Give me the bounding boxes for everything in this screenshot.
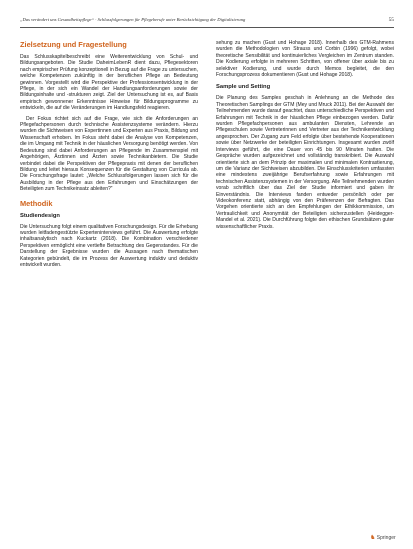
- paragraph: Die Untersuchung folgt einem qualitativen Forschungsdesign. Für die Erhebung wurden leitfadengestützte Experteninterviews geführt. Die Auswertung erfolgte inhaltsanalytisch nach Kuckartz (2018). Die Kombination verschiedener Perspektiven ermöglicht eine vertiefte Betrachtung des Gegenstandes. Für die Darstellung der Ergebnisse wurden die Aussagen nach thematischen Kategorien gebündelt, die im Prozess der Auswertung induktiv und deduktiv entwickelt wurden.: [20, 223, 198, 268]
- header-rule: [20, 27, 394, 28]
- section-heading-zielsetzung: Zielsetzung und Fragestellung: [20, 40, 127, 49]
- left-column: [20, 40, 198, 272]
- paragraph: sehung zu machen (Gust und Hohage 2018). Innerhalb des GTM-Rahmens wurden die Methodologien von Strauss und Corbin (1996) gefolgt, wobei theoretische Sensibilität und kontinuierliches Vergleichen im Zentrum standen. Die Kodierung erfolgte in mehreren Schritten, von offener über axiale bis zu selektiver Kodierung, und wurde durch Memos begleitet, die den Forschungsprozess dokumentieren (Gust und Hohage 2018).: [216, 40, 394, 79]
- springer-icon: ♞: [370, 535, 376, 541]
- paragraph: Der Fokus richtet sich auf die Frage, wie sich die Anforderungen an Pflegefachpersonen durch technische Assistenzsysteme verändern. Hierzu wurden die Sichtweisen von Expertinnen und Experten aus Praxis, Bildung und Wissenschaft erhoben. Im Fokus steht dabei die Analyse von Kompetenzen, die im Umgang mit Technik in der häuslichen Versorgung benötigt werden. Von Bedeutung sind dabei Anforderungen an Pflegende im Zusammenspiel mit Angehörigen, Ärztinnen und Ärzten sowie Technikanbietern. Die Studie verbindet dabei die Perspektiven der Pflegepraxis mit denen der beruflichen Bildung und leitet hieraus Konsequenzen für die Gestaltung von Curricula ab. Die Forschungsfrage lautet: „Welche Schlussfolgerungen lassen sich für die Ausbildung in der Pflege aus den Erfahrungen und Einschätzungen der Beteiligten zum Technikeinsatz ableiten?“: [20, 115, 198, 193]
- running-header: [20, 17, 394, 27]
- subsection-heading-studiendesign: Studiendesign: [20, 212, 60, 219]
- section-heading-methodik: Methodik: [20, 198, 53, 208]
- running-title: „Das verändert uns Gesundheitspflege“ · Schlussfolgerungen für Pflegeberufe unter Berücksichtigung der Digitalisierung: [20, 17, 246, 22]
- subsection-heading-sample: Sample und Setting: [216, 84, 271, 91]
- publisher-logo: [370, 534, 396, 541]
- publisher-logo-text: Springer: [376, 535, 396, 541]
- paragraph: Die Planung des Samples geschah in Anlehnung an die Methode des Theoretischen Samplings der GTM (Mey und Mruck 2011). Bei der Auswahl der Teilnehmenden wurde darauf geachtet, dass unterschiedliche Perspektiven und Erfahrungen mit Technik in der häuslichen Pflege einbezogen werden. Dafür wurden Pflegefachpersonen aus ambulanten Diensten, Lehrende an Pflegeschulen sowie Vertreterinnen und Vertreter aus der Technikentwicklung angesprochen. Der Zugang zum Feld erfolgte über bestehende Kooperationen sowie über Netzwerke der beteiligten Einrichtungen. Insgesamt wurden zwölf Interviews geführt, die eine Dauer von 45 bis 90 Minuten hatten. Die Gespräche wurden aufgezeichnet und vollständig transkribiert. Die Auswahl orientierte sich an dem Prinzip der maximalen und minimalen Kontrastierung, um die Varianz der Sichtweisen abzubilden. Die Einschlusskriterien umfassten eine mindestens zweijährige Berufserfahrung sowie Erfahrungen mit technischen Assistenzsystemen in der Versorgung. Alle Teilnehmenden wurden vorab schriftlich über das Ziel der Studie informiert und gaben ihr Einverständnis. Die Interviews fanden entweder persönlich oder per Videokonferenz statt, abhängig von den Präferenzen der Befragten. Das Vorgehen orientierte sich an den Empfehlungen der Ethikkommission, um Vertraulichkeit und Anonymität der Beteiligten sicherzustellen (Heidegger-Mandel et al. 2021). Die Durchführung folgte den ethischen Grundsätzen guter wissenschaftlicher Praxis.: [216, 95, 394, 230]
- paragraph: Das Schlusskapitelbeschreibt eine Weiterentwicklung von Schul- und Bildungsangeboten. Die Studie DaheimLebenR dient dazu, Pflegesektoren nach empirischer Prüfung konzeptionell in Bezug auf die Frage zu untersuchen, welche Kompetenzen zukünftig in der beruflichen Pflege an Bedeutung gewinnen. Vorgestellt wird die Perspektive der Professionsentwicklung in der Pflege, in der sich ein Wandel der Handlungsanforderungen sowie der Bildungsinhalte und -strukturen zeigt. Ziel der Untersuchung ist es, auf Basis empirisch gewonnener Erkenntnisse Hinweise für Bildungsprogramme zu entwickeln, die auf die Veränderungen im Handlungsfeld reagieren.: [20, 54, 198, 112]
- page-number: 55: [388, 17, 394, 23]
- right-column: [216, 40, 394, 234]
